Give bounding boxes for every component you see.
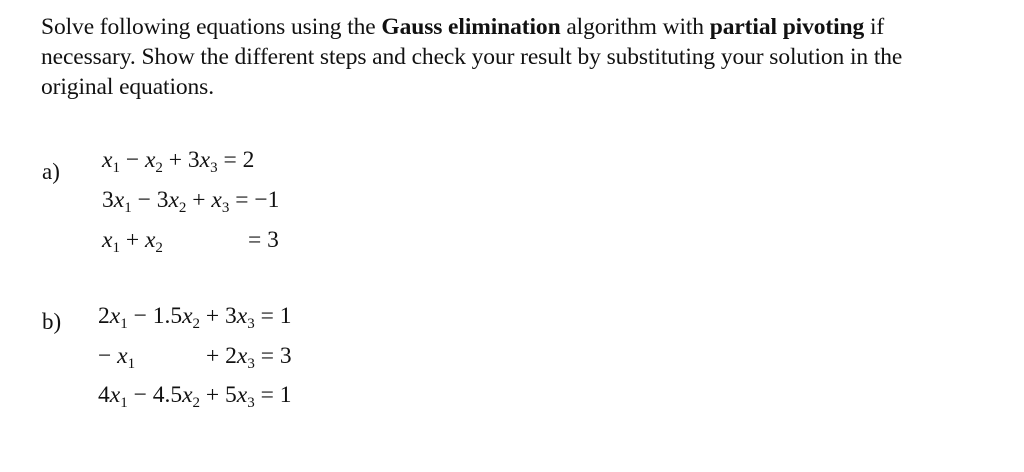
coef: − bbox=[98, 343, 118, 369]
coef: + 2 bbox=[206, 343, 237, 369]
coef: + 3 bbox=[162, 147, 200, 173]
coef: 4 bbox=[98, 382, 110, 408]
part-a-equation-2 bbox=[102, 186, 279, 214]
coef: + 5 bbox=[200, 382, 237, 408]
part-b-label: b) bbox=[42, 309, 62, 334]
rhs: = 3 bbox=[260, 343, 292, 369]
part-b-equation-3 bbox=[98, 381, 291, 409]
rhs: = 1 bbox=[260, 303, 292, 329]
part-b-equation-1 bbox=[98, 302, 291, 330]
var-x: $x_3$ bbox=[236, 303, 255, 332]
rhs: = 1 bbox=[260, 382, 292, 408]
var-x: $x_3$ bbox=[236, 343, 255, 372]
var-x: $x_3$ bbox=[211, 187, 230, 216]
coef: − 1.5 bbox=[127, 303, 183, 329]
intro-bold-pivoting: partial pivoting bbox=[709, 14, 865, 40]
var-x: $x_2$ bbox=[182, 303, 201, 332]
intro-text-3: if necessary. Show the different steps and check your result by substituting your solution in the original equations. bbox=[41, 14, 903, 100]
coef: − 4.5 bbox=[127, 382, 183, 408]
coef: + bbox=[119, 227, 145, 253]
part-b-equation-2 bbox=[98, 342, 338, 372]
var-x: $x_3$ bbox=[236, 382, 255, 411]
var-x: $x_2$ bbox=[182, 382, 201, 411]
var-x: $x_1$ bbox=[102, 227, 120, 256]
var-x: $x_2$ bbox=[144, 147, 163, 176]
var-x: $x_2$ bbox=[144, 227, 163, 256]
rhs: = 3 bbox=[248, 227, 279, 253]
intro-text-1: Solve following equations using the bbox=[41, 14, 382, 40]
coef: + 3 bbox=[200, 303, 237, 329]
coef: − 3 bbox=[131, 187, 169, 213]
coef: 2 bbox=[98, 303, 110, 329]
problem-statement bbox=[41, 12, 971, 102]
coef: − bbox=[119, 147, 145, 173]
part-a-label: a) bbox=[42, 159, 60, 184]
var-x: $x_1$ bbox=[113, 187, 132, 216]
intro-text-2: algorithm with bbox=[560, 14, 710, 40]
coef: 3 bbox=[102, 187, 114, 213]
rhs: = 2 bbox=[223, 147, 255, 173]
var-x: $x_2$ bbox=[168, 187, 187, 216]
var-x: $x_1$ bbox=[109, 382, 128, 411]
part-a-equation-3 bbox=[102, 226, 302, 256]
var-x: $x_3$ bbox=[199, 147, 218, 176]
intro-bold-gauss: Gauss elimination bbox=[381, 14, 561, 40]
coef: + bbox=[186, 187, 212, 213]
var-x: $x_1$ bbox=[102, 147, 120, 176]
var-x: $x_1$ bbox=[117, 343, 136, 372]
part-a-equation-1 bbox=[102, 146, 254, 174]
var-x: $x_1$ bbox=[109, 303, 128, 332]
rhs: = −1 bbox=[235, 187, 280, 213]
